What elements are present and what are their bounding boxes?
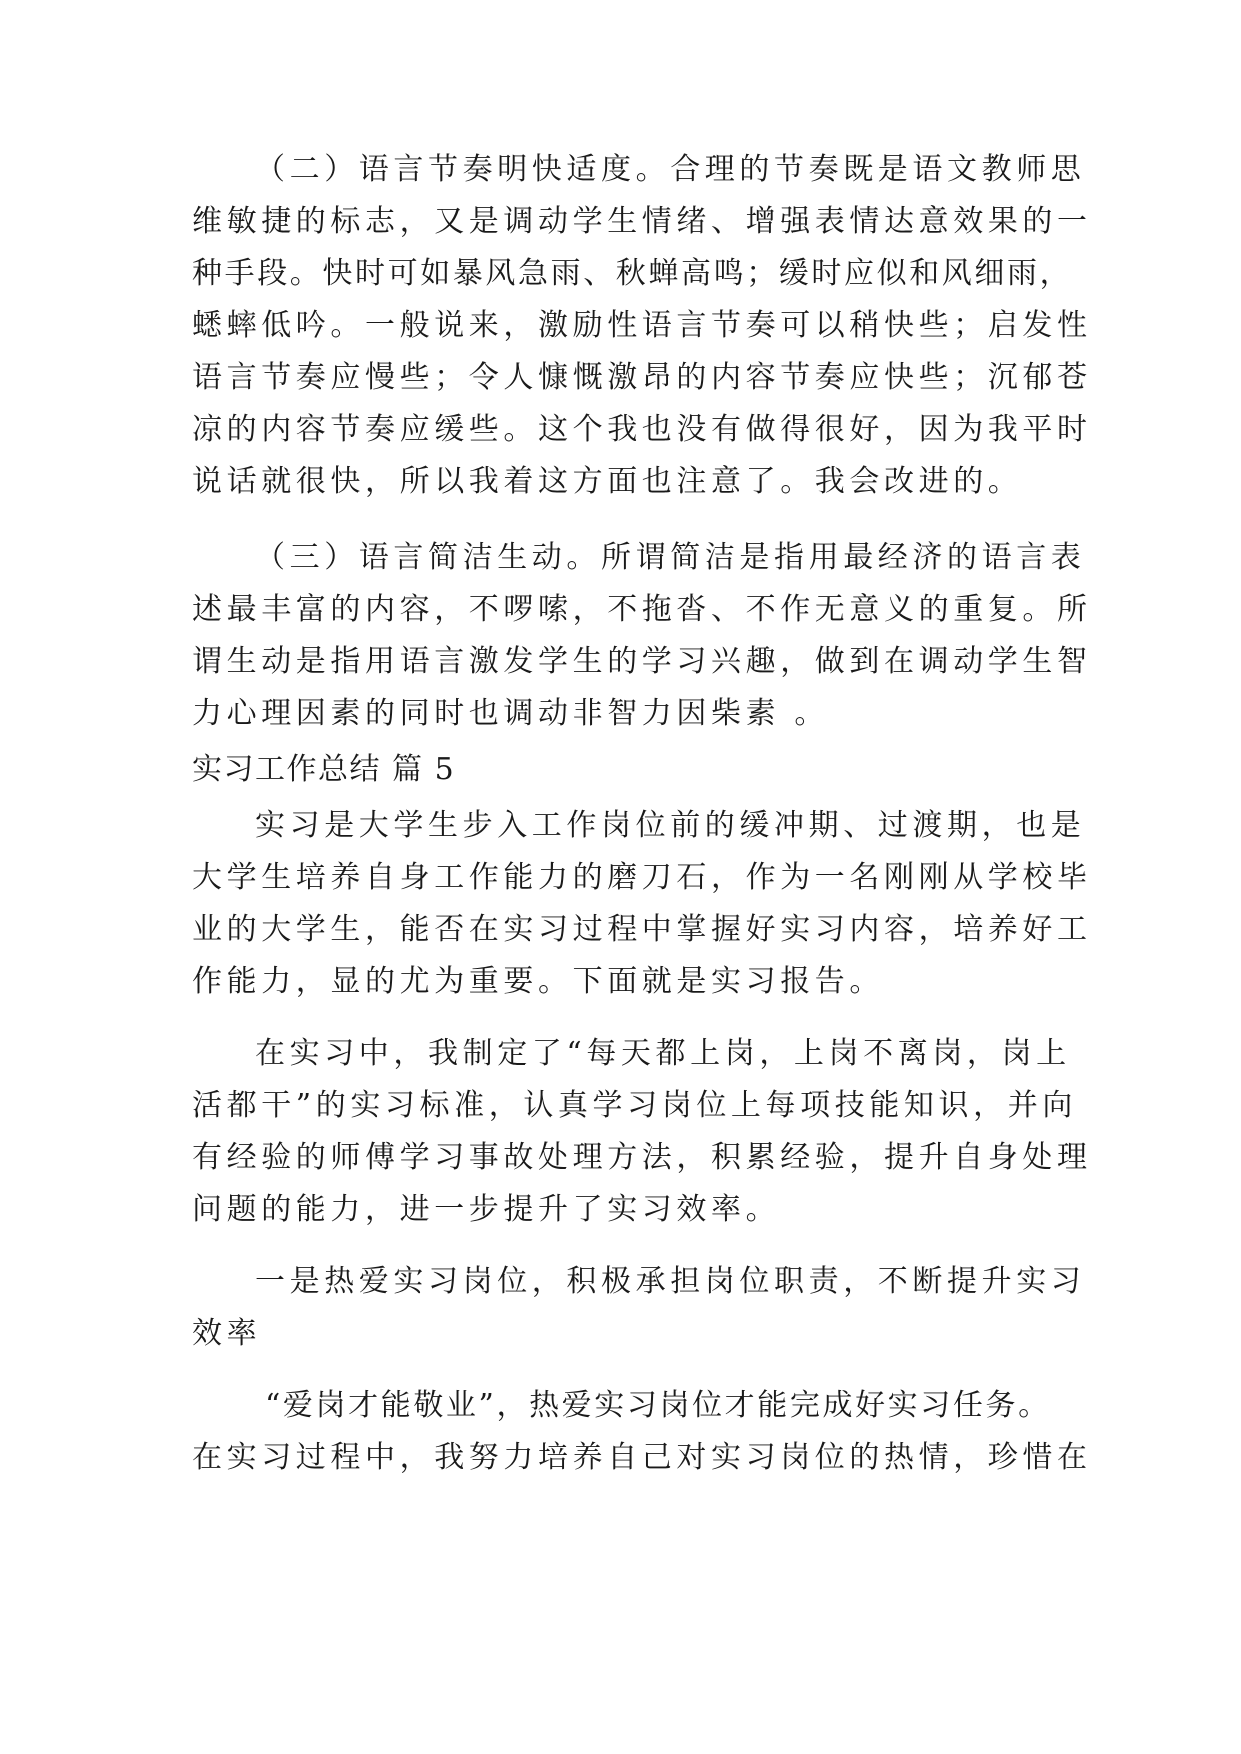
text-line: 作能力，显的尤为重要。下面就是实习报告。 (192, 964, 884, 999)
text-line: （二）语言节奏明快适度。合理的节奏既是语文教师思 (255, 152, 1086, 187)
text-line: 蟋蟀低吟。一般说来，激励性语言节奏可以稍快些；启发性 (192, 308, 1092, 343)
text-line: 业的大学生，能否在实习过程中掌握好实习内容，培养好工 (192, 912, 1092, 947)
text-line: 在实习过程中，我努力培养自己对实习岗位的热情，珍惜在 (192, 1440, 1092, 1475)
text-line: 谓生动是指用语言激发学生的学习兴趣，做到在调动学生智 (192, 644, 1092, 679)
text-line: 效率 (192, 1316, 262, 1351)
text-line: 力心理因素的同时也调动非智力因柴素 。 (192, 696, 829, 731)
section-heading: 实习工作总结 篇 5 (192, 752, 456, 787)
text-line: 在实习中，我制定了“每天都上岗，上岗不离岗，岗上 (255, 1036, 1071, 1071)
text-line: （三）语言简洁生动。所谓简洁是指用最经济的语言表 (255, 540, 1086, 575)
text-line: 问题的能力，进一步提升了实习效率。 (192, 1192, 781, 1227)
text-line: 有经验的师傅学习事故处理方法，积累经验，提升自身处理 (192, 1140, 1092, 1175)
text-line: 述最丰富的内容，不啰嗦，不拖沓、不作无意义的重复。所 (192, 592, 1092, 627)
text-line: 活都干”的实习标准，认真学习岗位上每项技能知识，并向 (192, 1088, 1077, 1123)
text-line: “爱岗才能敬业”，热爱实习岗位才能完成好实习任务。 (265, 1388, 1051, 1423)
text-line: 说话就很快，所以我着这方面也注意了。我会改进的。 (192, 464, 1023, 499)
text-line: 维敏捷的标志，又是调动学生情绪、增强表情达意效果的一 (192, 204, 1092, 239)
text-line: 语言节奏应慢些；令人慷慨激昂的内容节奏应快些；沉郁苍 (192, 360, 1092, 395)
text-line: 一是热爱实习岗位，积极承担岗位职责，不断提升实习 (255, 1264, 1086, 1299)
text-line: 大学生培养自身工作能力的磨刀石，作为一名刚刚从学校毕 (192, 860, 1092, 895)
text-line: 凉的内容节奏应缓些。这个我也没有做得很好，因为我平时 (192, 412, 1092, 447)
text-line: 实习是大学生步入工作岗位前的缓冲期、过渡期，也是 (255, 808, 1086, 843)
text-line: 种手段。快时可如暴风急雨、秋蝉高鸣；缓时应似和风细雨， (192, 256, 1073, 291)
